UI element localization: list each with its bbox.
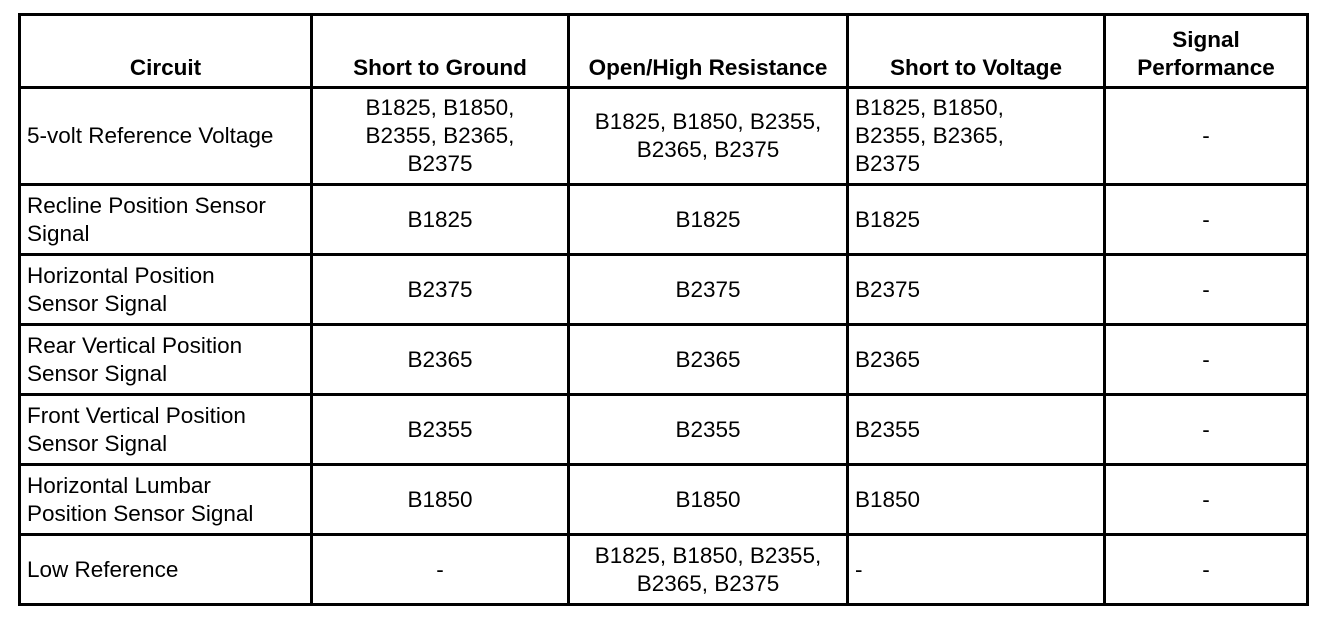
- open-high-resistance-cell: [569, 535, 848, 605]
- header-row: [20, 15, 1308, 88]
- circuit-line: Sensor Signal: [27, 290, 168, 316]
- short-to-ground-cell: B2355: [312, 395, 569, 465]
- short-to-ground-cell: [312, 88, 569, 185]
- circuit-line: Recline Position Sensor: [27, 192, 266, 218]
- circuit-cell: [20, 395, 312, 465]
- short-to-voltage-cell: B2375: [848, 255, 1105, 325]
- header-short-to-voltage: Short to Voltage: [848, 15, 1105, 88]
- short-to-voltage-cell: B2355: [848, 395, 1105, 465]
- header-open-high-resistance: Open/High Resistance: [569, 15, 848, 88]
- dtc-line: B2375: [407, 151, 473, 176]
- open-high-resistance-cell: B2355: [569, 395, 848, 465]
- table-row: [20, 395, 1308, 465]
- table-row: [20, 88, 1308, 185]
- signal-performance-cell: -: [1105, 255, 1308, 325]
- circuit-cell: [20, 255, 312, 325]
- dtc-line: B1825, B1850, B2355,: [594, 109, 822, 134]
- short-to-voltage-cell: B2365: [848, 325, 1105, 395]
- header-signal-performance: [1105, 15, 1308, 88]
- table-row: [20, 255, 1308, 325]
- dtc-line: B2355, B2365,: [365, 123, 515, 148]
- circuit-cell: [20, 88, 312, 185]
- open-high-resistance-cell: B2365: [569, 325, 848, 395]
- open-high-resistance-cell: B1825: [569, 185, 848, 255]
- short-to-ground-cell: B1825: [312, 185, 569, 255]
- circuit-line: Horizontal Lumbar: [27, 472, 211, 498]
- table-row: [20, 465, 1308, 535]
- signal-performance-cell: -: [1105, 465, 1308, 535]
- header-signal-performance-line: Signal: [1172, 27, 1240, 52]
- circuit-cell: Low Reference: [20, 535, 312, 605]
- circuit-cell: [20, 325, 312, 395]
- table-row: [20, 325, 1308, 395]
- circuit-cell: [20, 185, 312, 255]
- short-to-voltage-cell: [848, 88, 1105, 185]
- short-to-ground-cell: B1850: [312, 465, 569, 535]
- short-to-ground-cell: B2375: [312, 255, 569, 325]
- dtc-line: B1825, B1850,: [365, 95, 515, 120]
- circuit-line: Sensor Signal: [27, 360, 168, 386]
- open-high-resistance-cell: B2375: [569, 255, 848, 325]
- dtc-line: B2375: [855, 151, 921, 176]
- short-to-voltage-cell: -: [848, 535, 1105, 605]
- header-circuit: Circuit: [20, 15, 312, 88]
- short-to-voltage-cell: B1850: [848, 465, 1105, 535]
- circuit-line: Horizontal Position: [27, 262, 215, 288]
- open-high-resistance-cell: B1850: [569, 465, 848, 535]
- circuit-cell: [20, 465, 312, 535]
- circuit-line: Signal: [27, 220, 90, 246]
- header-short-to-ground: Short to Ground: [312, 15, 569, 88]
- dtc-line: B1825, B1850, B2355,: [594, 542, 822, 568]
- signal-performance-cell: -: [1105, 185, 1308, 255]
- circuit-line: Front Vertical Position: [27, 402, 246, 428]
- circuit-line: 5-volt Reference Voltage: [27, 123, 274, 148]
- signal-performance-cell: -: [1105, 325, 1308, 395]
- short-to-ground-cell: -: [312, 535, 569, 605]
- header-signal-performance-line: Performance: [1137, 55, 1275, 80]
- circuit-line: Sensor Signal: [27, 430, 168, 456]
- signal-performance-cell: -: [1105, 395, 1308, 465]
- circuit-line: Rear Vertical Position: [27, 332, 243, 358]
- dtc-circuit-table: [18, 13, 1309, 606]
- dtc-line: B2365, B2375: [636, 137, 780, 162]
- table-row: [20, 185, 1308, 255]
- dtc-line: B1825, B1850,: [855, 95, 1004, 120]
- open-high-resistance-cell: [569, 88, 848, 185]
- dtc-line: B2355, B2365,: [855, 123, 1004, 148]
- dtc-line: B2365, B2375: [636, 570, 780, 596]
- short-to-ground-cell: B2365: [312, 325, 569, 395]
- table-row: [20, 535, 1308, 605]
- short-to-voltage-cell: B1825: [848, 185, 1105, 255]
- circuit-line: Position Sensor Signal: [27, 500, 254, 526]
- signal-performance-cell: -: [1105, 535, 1308, 605]
- signal-performance-cell: -: [1105, 88, 1308, 185]
